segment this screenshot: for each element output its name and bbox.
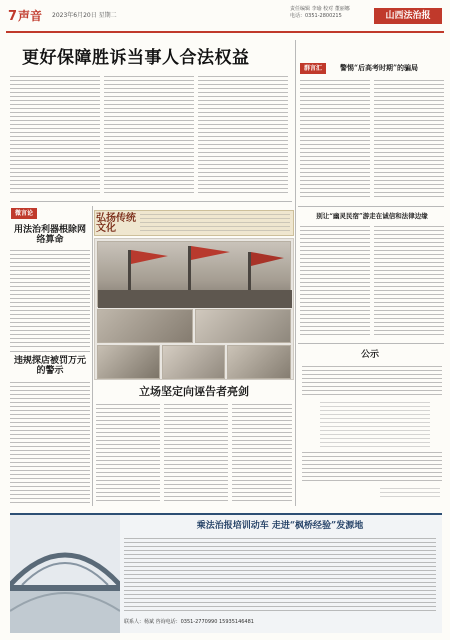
left-article-1-body	[10, 250, 90, 348]
editor-credit: 责任编辑 李瑜 校对 董丽娜	[290, 6, 350, 12]
photo-feature-title: 弘扬传统文化	[96, 213, 136, 234]
right-article-2-headline: 别让“幽灵民宿”游走在诚信和法律边缘	[316, 212, 428, 220]
photo-crowd	[97, 309, 193, 343]
column-separator	[295, 40, 296, 506]
photo-flag-ceremony	[97, 241, 291, 307]
notice-name-list	[320, 402, 430, 448]
section-name: 声音	[18, 9, 43, 23]
masthead-logo: 山西法治报	[374, 8, 442, 24]
photo-performance	[195, 309, 291, 343]
right-article-1-headline: 警惕“后高考时期”的骗局	[340, 63, 419, 72]
right-article-1-column-1	[300, 80, 370, 200]
center-story-column-2	[164, 404, 228, 504]
photo-students	[97, 345, 160, 379]
notice-signature	[380, 488, 440, 500]
bridge-illustration	[10, 515, 120, 633]
right-article-2-column-2	[374, 226, 444, 338]
center-story-column-1	[96, 404, 160, 504]
date-line: 2023年6月20日 星期二	[52, 12, 117, 19]
left-article-2-headline: 违规探店被罚万元的警示	[13, 356, 86, 377]
divider	[10, 351, 90, 352]
ad-headline: 乘法治报培训动车 走进“枫桥经验”发源地	[196, 521, 364, 531]
page-number: 7	[8, 9, 18, 24]
section-label-weiyan: 微言论	[11, 208, 37, 219]
main-story-column-1	[10, 76, 100, 196]
right-article-2-column-1	[300, 226, 370, 338]
header-rule	[6, 31, 444, 33]
right-article-1-column-2	[374, 80, 444, 200]
divider	[298, 206, 444, 207]
center-story-headline: 立场坚定向诬告者亮剑	[139, 385, 249, 398]
ad-contact-line: 联系人：杨斌 咨询电话：0351-2770990 15935146481	[124, 619, 254, 625]
photo-feature-caption	[140, 214, 290, 234]
main-story-column-2	[104, 76, 194, 196]
ad-body	[124, 538, 436, 614]
notice-title: 公示	[360, 350, 379, 360]
notice-footer-text	[302, 452, 442, 482]
left-article-1-headline: 用法治利器根除网络算命	[13, 225, 86, 246]
center-story-column-3	[232, 404, 292, 504]
left-article-2-body	[10, 382, 90, 504]
phone-credit: 电话：0351-2800215	[290, 13, 342, 19]
column-separator	[92, 206, 93, 506]
main-headline: 更好保障胜诉当事人合法权益	[22, 48, 250, 68]
notice-intro	[302, 366, 442, 398]
photo-collage	[94, 238, 294, 380]
divider	[298, 343, 444, 344]
page-header	[0, 0, 450, 34]
divider	[10, 201, 292, 202]
photo-lantern	[227, 345, 291, 379]
photo-exhibition	[162, 345, 225, 379]
main-story-column-3	[198, 76, 288, 196]
section-label-qunyan: 群言汇	[300, 63, 326, 74]
